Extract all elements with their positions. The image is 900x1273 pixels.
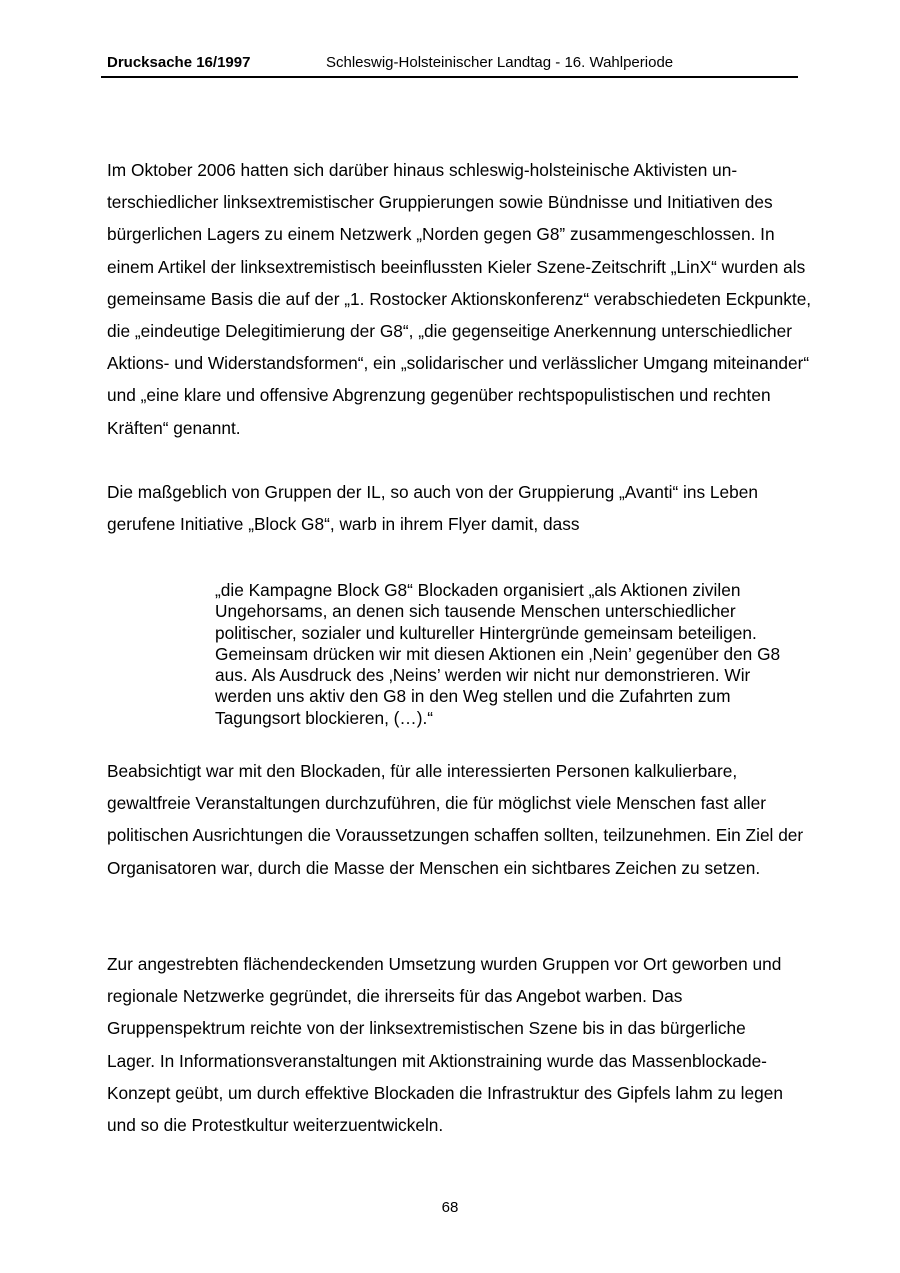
paragraph-network: Im Oktober 2006 hatten sich darüber hinaus schleswig-holsteinische Aktivisten unterschiedlicher linksextremistischer Gruppierungen sowie Bündnisse und Initiativen des bürgerlichen Lagers zu einem Netzwerk „Norden gegen G8” zusammengeschlossen. In einem Artikel der linksextremistisch beeinflussten Kieler Szene-Zeitschrift „LinX“ wurden als gemeinsame Basis die auf der „1. Rostocker Aktionskonferenz“ verabschiedeten Eckpunkte, die „eindeutige Delegitimierung der G8“, „die gegenseitige Anerkennung unterschiedlicher Aktions- und Widerstandsformen“, ein „solidarischer und verlässlicher Umgang miteinander“ und „eine klare und offensive Abgrenzung gegenüber rechtspopulistischen und rechten Kräften“ genannt.: [107, 160, 812, 438]
page-header: [101, 52, 798, 78]
paragraph-intent: Beabsichtigt war mit den Blockaden, für alle interessierten Personen kalkulierbare, gewaltfreie Veranstaltungen durchzuführen, die für möglichst viele Menschen fast aller politischen Ausrichtungen die Voraussetzungen schaffen sollten, teilzunehmen. Ein Ziel der Organisatoren war, durch die Masse der Menschen ein sichtbares Zeichen zu setzen.: [107, 761, 804, 878]
paragraph-block-g8: Die maßgeblich von Gruppen der IL, so auch von der Gruppierung „Avanti“ ins Leben gerufene Initiative „Block G8“, warb in ihrem Flyer damit, dass: [107, 482, 758, 535]
document-number: Drucksache 16/1997: [107, 54, 251, 71]
page-number: 68: [441, 1199, 459, 1216]
block-quote: „die Kampagne Block G8“ Blockaden organisiert „als Aktionen zivilen Ungehorsams, an denen sich tausende Menschen unterschiedlicher politischer, sozialer und kultureller Hintergründe gemeinsam beteiligen. Gemeinsam drücken wir mit diesen Aktionen ein ‚Nein’ gegenüber den G8 aus. Als Ausdruck des ‚Neins’ werden wir nicht nur demonstrieren. Wir werden uns aktiv den G8 in den Weg stellen und die Zufahrten zum Tagungsort blockieren, (…).“: [215, 580, 781, 728]
paragraph-implementation: Zur angestrebten flächendeckenden Umsetzung wurden Gruppen vor Ort geworben und regionale Netzwerke gegründet, die ihrerseits für das Angebot warben. Das Gruppenspektrum reichte von der linksextremistischen Szene bis in das bürgerliche Lager. In Informationsveranstaltungen mit Aktionstraining wurde das Massenblockade-Konzept geübt, um durch effektive Blockaden die Infrastruktur des Gipfels lahm zu legen und so die Protestkultur weiterzuentwickeln.: [107, 954, 783, 1136]
document-title: Schleswig-Holsteinischer Landtag - 16. Wahlperiode: [326, 54, 674, 71]
